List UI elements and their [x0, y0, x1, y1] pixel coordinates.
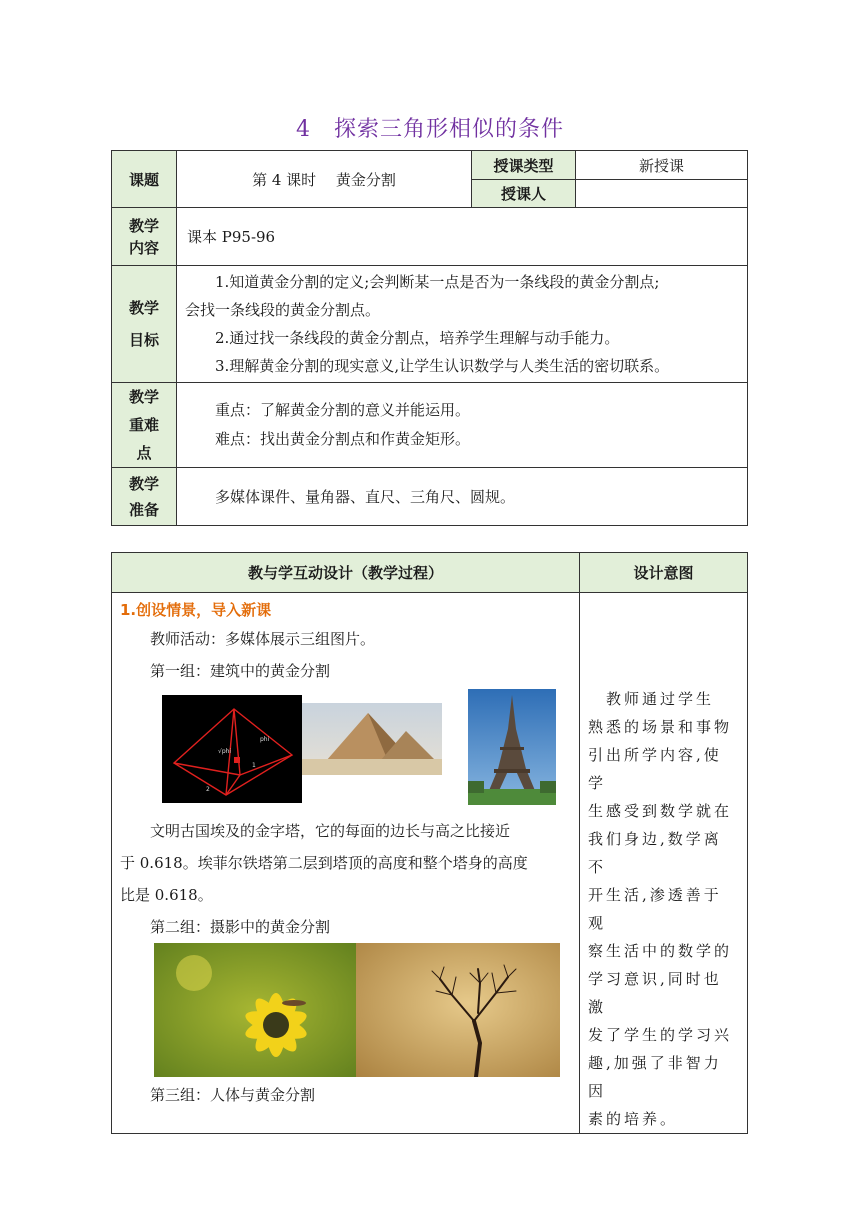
prep-label-line1: 教学: [128, 474, 159, 493]
key-label-line3: 点: [136, 444, 152, 462]
content-label-line1: 教学: [128, 216, 159, 235]
tree-photo: [356, 943, 560, 1077]
desc-line-3: 比是 0.618。: [120, 886, 213, 904]
goal-label-line1: 教学: [128, 299, 159, 317]
design-intent-line: 熟悉的场景和事物: [588, 718, 733, 736]
key-label: [112, 383, 177, 468]
design-intent-line: 开生活,渗透善于观: [588, 886, 722, 932]
group2-label: 第二组：摄影中的黄金分割: [150, 918, 331, 936]
design-intent-text: [580, 685, 747, 1133]
lesson-value: 第 4 课时 黄金分割: [177, 151, 472, 208]
key-label-line1: 教学: [128, 388, 159, 406]
pyramid-diagram-image: [162, 695, 302, 803]
content-label: [112, 208, 177, 266]
lesson-label: 课题: [112, 151, 177, 208]
pyramid-label-phi2: phi: [260, 736, 270, 743]
design-intent-line: 我们身边,数学离不: [588, 830, 722, 876]
design-intent-cell: [580, 593, 748, 1134]
goal-value: [177, 266, 748, 383]
design-intent-line: 学习意识,同时也激: [588, 970, 722, 1016]
key-value: [177, 383, 748, 468]
design-intent-line: 发了学生的学习兴: [588, 1026, 733, 1044]
intent-header: 设计意图: [580, 553, 748, 593]
goal-2: 2.通过找一条线段的黄金分割点，培养学生理解与动手能力。: [215, 329, 620, 347]
pyramids-photo: [302, 703, 442, 775]
key-label-line2: 重难: [128, 416, 159, 434]
group1-label: 第一组：建筑中的黄金分割: [150, 662, 331, 680]
process-header: 教与学互动设计（教学过程）: [112, 553, 580, 593]
goal-1a: 1.知道黄金分割的定义;会判断某一点是否为一条线段的黄金分割点;: [215, 273, 660, 291]
architecture-images: [162, 689, 571, 807]
design-intent-line: 生感受到数学就在: [588, 802, 733, 820]
process-content: [112, 593, 580, 1134]
goal-label-line2: 目标: [128, 331, 159, 349]
group3-label: 第三组：人体与黄金分割: [150, 1086, 316, 1104]
teacher-activity: 教师活动：多媒体展示三组图片。: [150, 630, 376, 648]
content-value: 课本 P95-96: [177, 208, 748, 266]
pyramid-label-phi1: √phi: [218, 748, 232, 755]
pyramid-label-two: 2: [206, 786, 210, 793]
type-label: 授课类型: [472, 151, 576, 180]
document-title: 4 探索三角形相似的条件: [296, 117, 564, 142]
photography-images: [154, 943, 571, 1079]
type-value: 新授课: [576, 151, 748, 180]
teacher-value: [576, 180, 748, 208]
prep-label-line2: 准备: [128, 500, 159, 519]
design-intent-line: 趣,加强了非智力因: [588, 1054, 722, 1100]
desc-line-2: 于 0.618。埃菲尔铁塔第二层到塔顶的高度和整个塔身的高度: [120, 854, 528, 872]
teacher-label: 授课人: [472, 180, 576, 208]
content-label-line2: 内容: [128, 238, 159, 257]
design-intent-line: 教师通过学生: [588, 690, 715, 708]
goal-label: [112, 266, 177, 383]
pyramid-label-one: 1: [252, 762, 256, 769]
prep-value: 多媒体课件、量角器、直尺、三角尺、圆规。: [177, 468, 748, 526]
desc-line-1: 文明古国埃及的金字塔，它的每面的边长与高之比接近: [150, 822, 511, 840]
design-intent-line: 察生活中的数学的: [588, 942, 733, 960]
process-table: [111, 552, 748, 1134]
section-title: 1.创设情景，导入新课: [120, 601, 272, 619]
goal-1b: 会找一条线段的黄金分割点。: [185, 301, 381, 319]
prep-label: [112, 468, 177, 526]
eiffel-tower-photo: [468, 689, 556, 805]
lesson-info-table: [111, 150, 748, 526]
flower-photo: [154, 943, 356, 1077]
design-intent-line: 素的培养。: [588, 1110, 679, 1128]
key-point: 重点：了解黄金分割的意义并能运用。: [215, 401, 471, 419]
goal-3: 3.理解黄金分割的现实意义,让学生认识数学与人类生活的密切联系。: [215, 357, 670, 375]
design-intent-line: 引出所学内容,使学: [588, 746, 722, 792]
difficult-point: 难点：找出黄金分割点和作黄金矩形。: [215, 430, 471, 448]
